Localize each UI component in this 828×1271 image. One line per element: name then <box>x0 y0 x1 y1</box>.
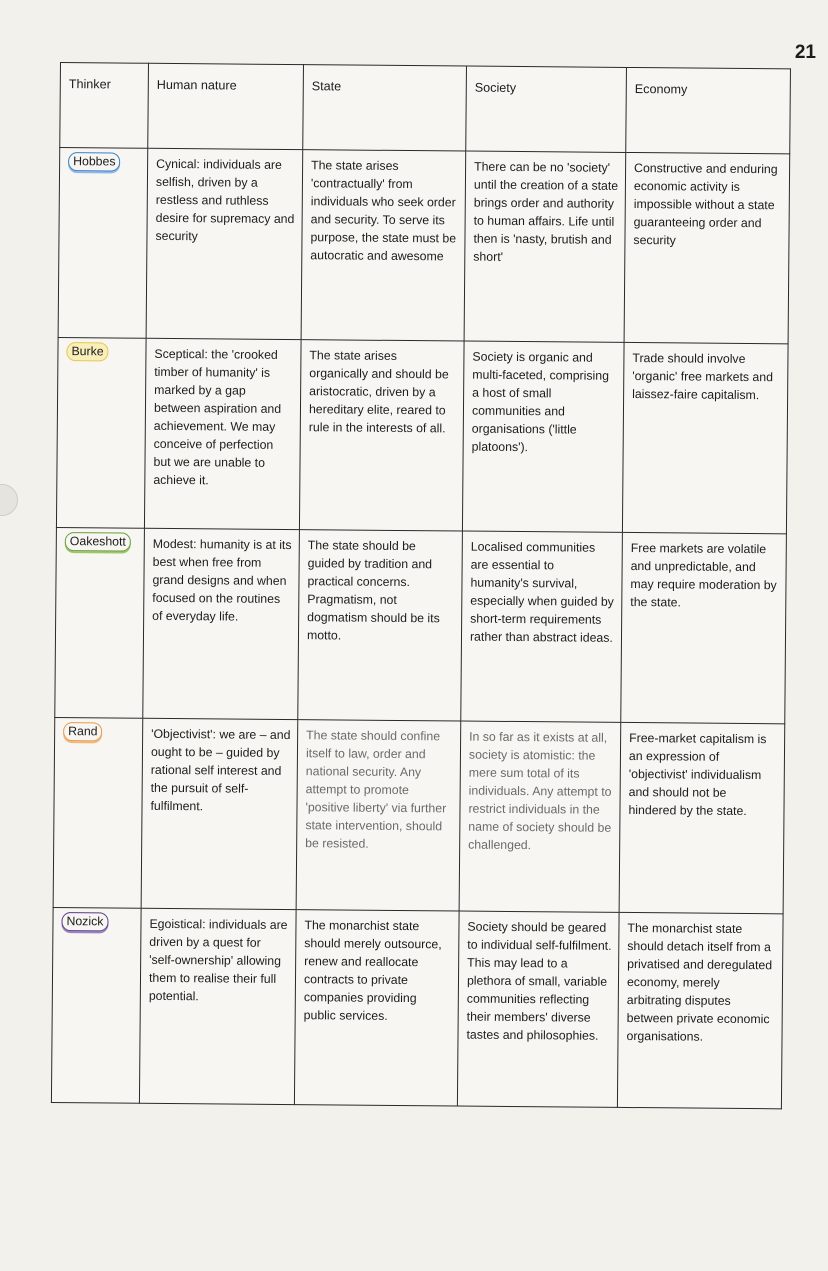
economy-cell <box>624 152 790 343</box>
table-row <box>53 717 785 913</box>
economy-text: Constructive and enduring economic activity is impossible without a state guaranteeing order and security <box>633 161 778 248</box>
table-row <box>55 527 787 723</box>
thinker-cell <box>58 148 148 339</box>
society-text: Localised communities are essential to humanity's survival, especially when guided by short-term requirements rather than abstract ideas. <box>469 539 614 645</box>
header-economy: Economy <box>626 67 791 153</box>
state-text: The state should be guided by tradition and practical concerns. Pragmatism, not dogmatism should be its motto. <box>306 538 440 643</box>
state-text: The state arises 'contractually' from individuals who seek order and security. To serve its purpose, the state must be autocratic and awesome <box>310 158 457 264</box>
society-cell <box>459 721 621 912</box>
header-state: State <box>303 65 467 151</box>
thinker-name: Rand <box>63 722 103 741</box>
society-cell <box>457 911 619 1107</box>
economy-text: Free markets are volatile and unpredictable, and may require moderation by the state. <box>630 540 777 610</box>
table-header-row <box>60 63 791 154</box>
human-nature-text: Sceptical: the 'crooked timber of humanity' is marked by a gap between aspiration and achievement. We may conceive of perfection but we are unable to achieve it. <box>153 346 282 488</box>
state-cell <box>294 910 459 1106</box>
table-row <box>58 148 790 344</box>
human-nature-cell <box>139 908 296 1104</box>
human-nature-cell <box>144 338 301 529</box>
society-text: In so far as it exists at all, society is atomistic: the mere sum total of its individuals. Any attempt to restrict individuals in the name of society should be challenged. <box>468 729 612 853</box>
comparison-table-wrapper <box>51 62 790 1109</box>
header-thinker: Thinker <box>60 63 149 149</box>
state-text: The state should confine itself to law, order and national security. Any attempt to promote 'positive liberty' via further state intervention, should be resisted. <box>305 728 447 851</box>
economy-text: Trade should involve 'organic' free markets and laissez-faire capitalism. <box>632 351 774 403</box>
society-cell <box>461 531 623 722</box>
thinkers-comparison-table <box>51 62 791 1109</box>
thinker-name: Burke <box>66 342 108 361</box>
binder-hole <box>0 484 18 516</box>
thinker-name: Hobbes <box>68 152 121 171</box>
human-nature-cell <box>141 718 298 909</box>
thinker-name: Oakeshott <box>65 532 131 552</box>
thinker-cell <box>55 527 145 718</box>
thinker-cell <box>56 337 146 528</box>
economy-text: The monarchist state should detach itself from a privatised and deregulated economy, merely arbitrating disputes between private economic organisations. <box>626 920 773 1044</box>
thinker-cell <box>53 717 143 908</box>
state-text: The monarchist state should merely outsource, renew and reallocate contracts to private companies providing public services. <box>303 918 442 1023</box>
table-row <box>51 907 783 1108</box>
economy-cell <box>621 532 787 723</box>
table-row <box>56 337 788 533</box>
state-cell <box>301 150 466 341</box>
human-nature-text: Egoistical: individuals are driven by a quest for 'self-ownership' allowing them to realise their full potential. <box>148 916 288 1004</box>
society-text: There can be no 'society' until the creation of a state brings order and authority to human affairs. Life until then is 'nasty, brutish and short' <box>473 159 619 264</box>
header-society: Society <box>466 66 627 152</box>
society-cell <box>464 151 626 342</box>
economy-cell <box>622 342 788 533</box>
page-number: 21 <box>794 42 816 63</box>
human-nature-cell <box>143 528 300 719</box>
society-cell <box>462 341 624 532</box>
state-cell <box>298 530 463 721</box>
state-cell <box>296 720 461 911</box>
human-nature-text: Modest: humanity is at its best when free from grand designs and when focused on the routines of everyday life. <box>152 536 292 624</box>
human-nature-text: Cynical: individuals are selfish, driven by a restless and ruthless desire for supremacy and security <box>155 156 295 244</box>
state-cell <box>299 340 464 531</box>
state-text: The state arises organically and should be aristocratic, driven by a hereditary elite, reared to rule in the interests of all. <box>308 348 449 436</box>
society-text: Society should be geared to individual self-fulfilment. This may lead to a plethora of small, variable communities reflecting their members' diverse tastes and philosophies. <box>466 919 612 1043</box>
human-nature-text: 'Objectivist': we are – and ought to be – guided by rational self interest and the pursuit of self-fulfilment. <box>150 726 291 814</box>
economy-cell <box>617 912 783 1108</box>
society-text: Society is organic and multi-faceted, comprising a host of small communities and organisations ('little platoons'). <box>471 349 610 455</box>
economy-cell <box>619 722 785 913</box>
thinker-cell <box>51 907 141 1103</box>
thinker-name: Nozick <box>61 912 108 931</box>
human-nature-cell <box>146 148 303 339</box>
economy-text: Free-market capitalism is an expression of 'objectivist' individualism and should not be hindered by the state. <box>628 730 767 819</box>
header-human-nature: Human nature <box>148 63 304 149</box>
